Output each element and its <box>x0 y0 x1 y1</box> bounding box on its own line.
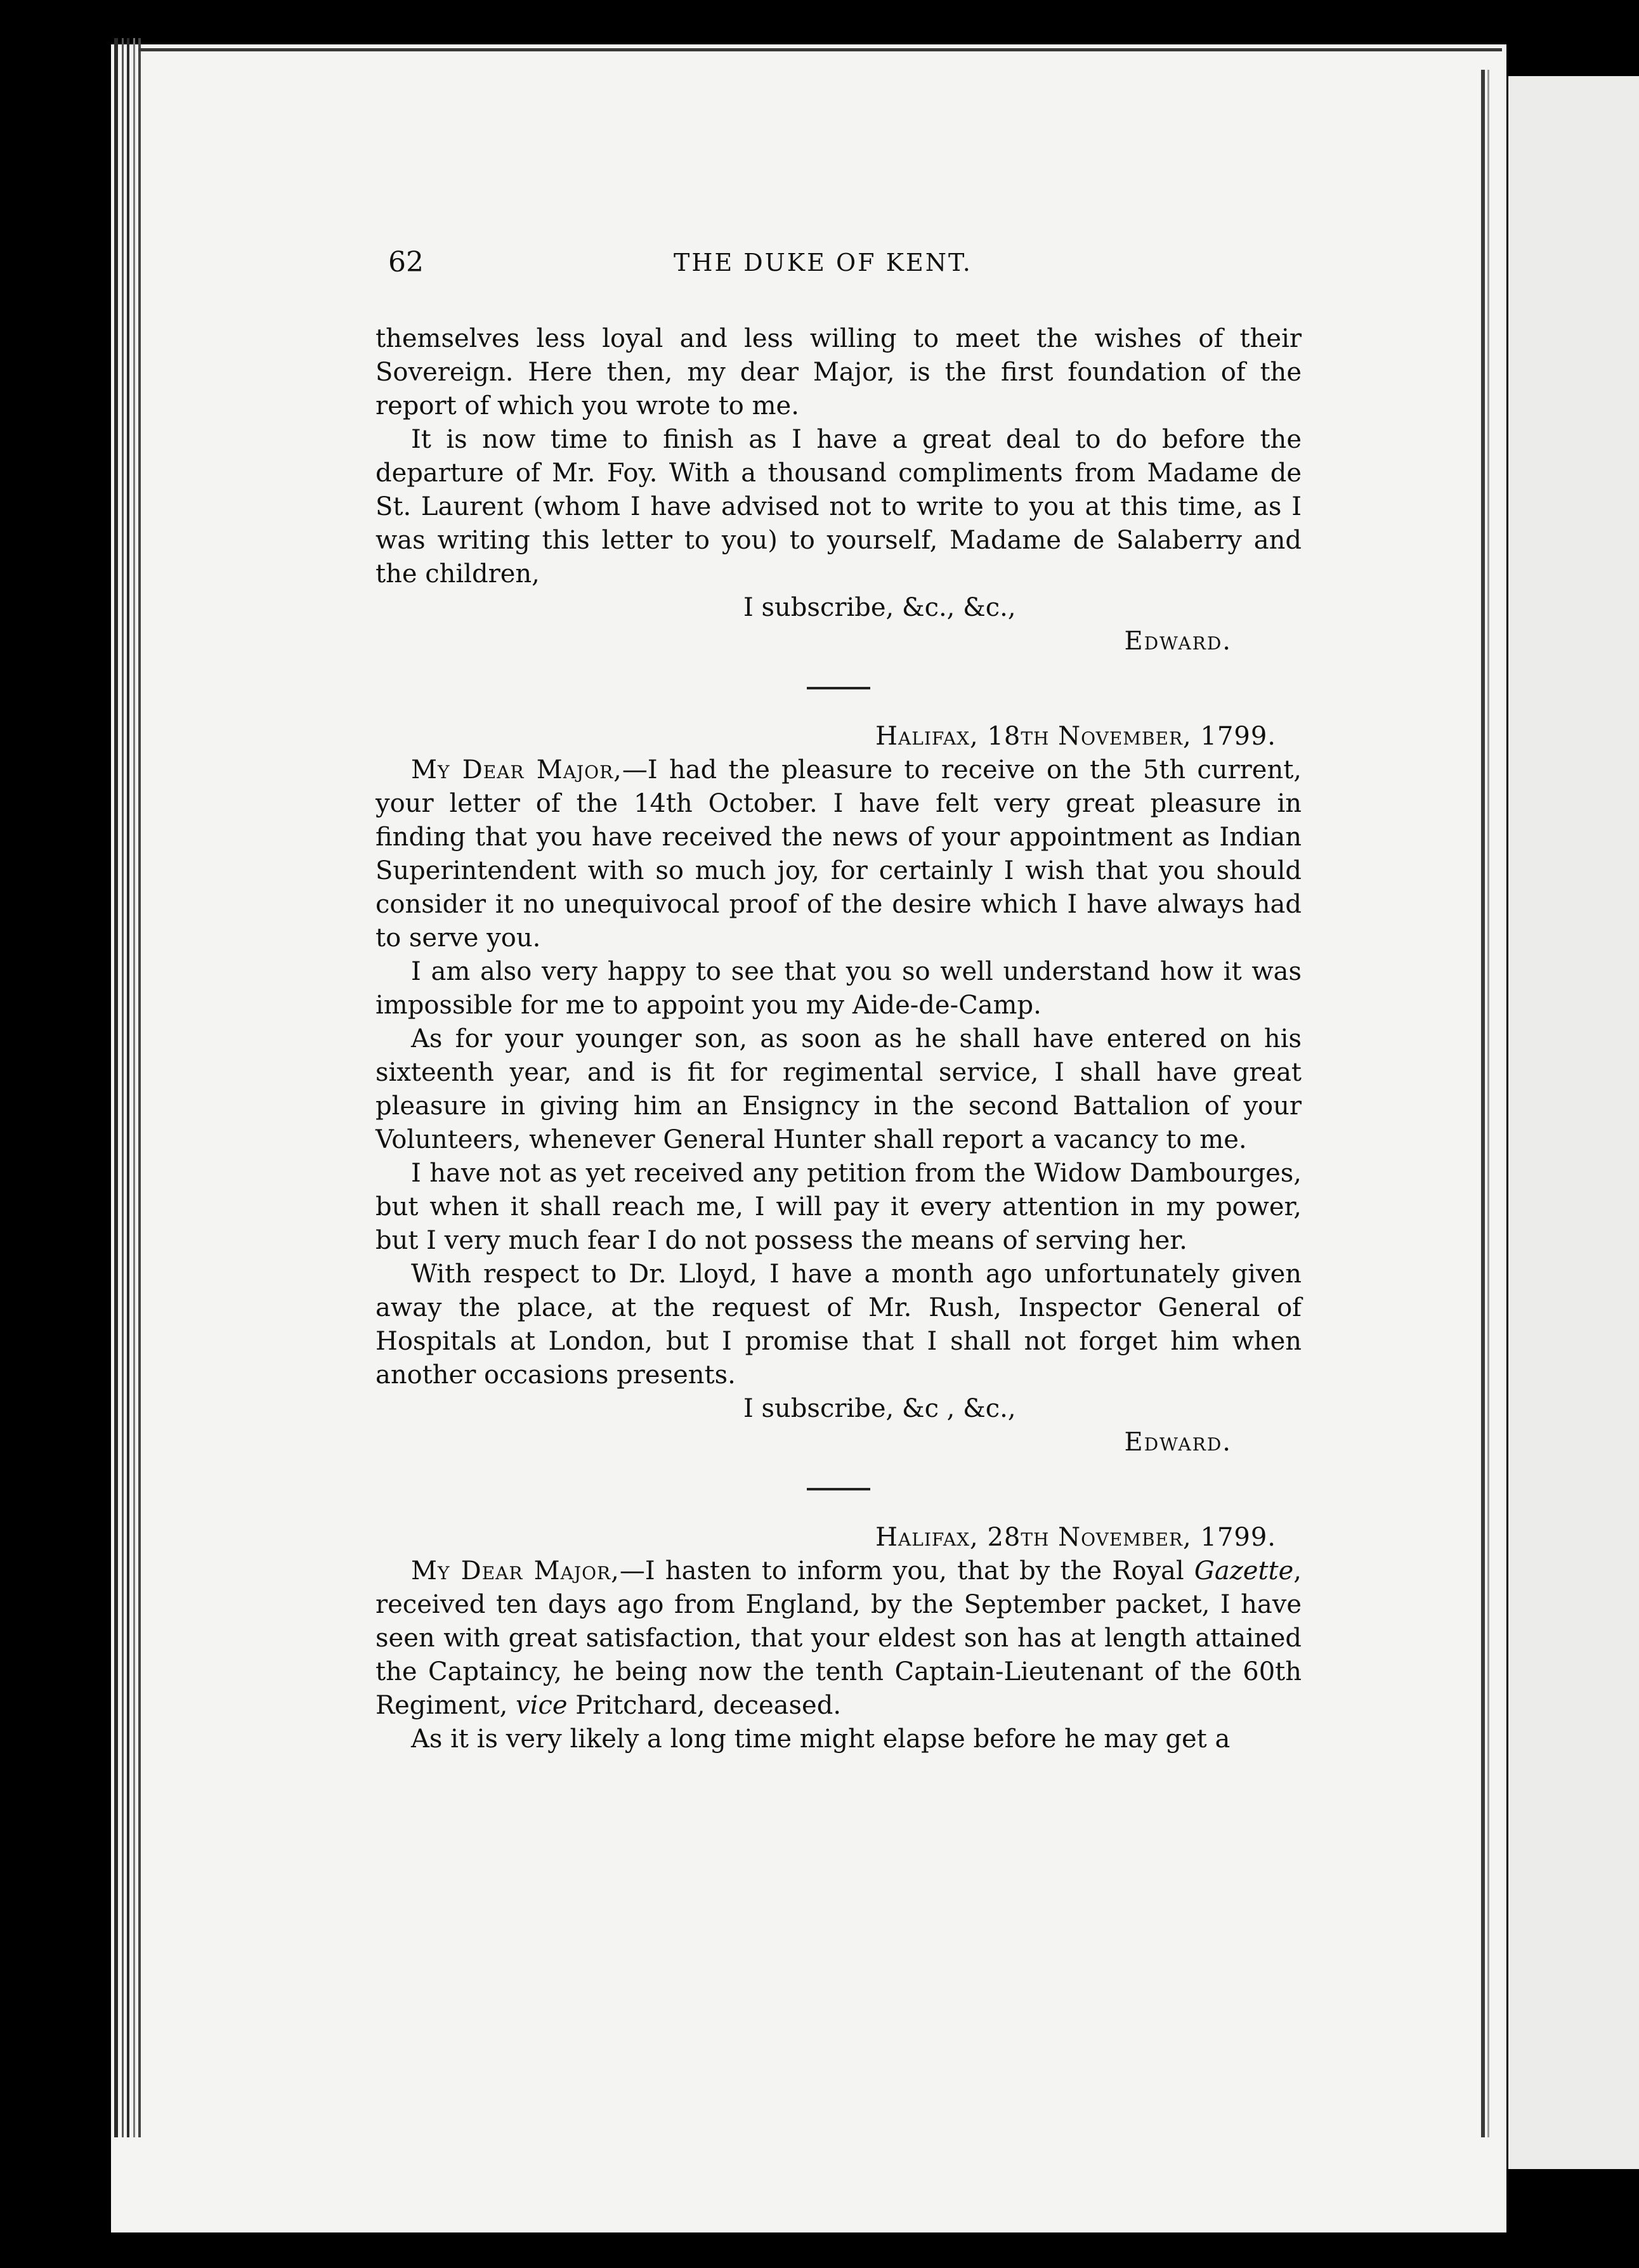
page-header <box>388 246 1302 284</box>
salutation: My Dear Major, <box>411 755 622 785</box>
letter-3 <box>375 1521 1302 1756</box>
paragraph: themselves less loyal and less willing to meet the wishes of their Sovereign. Here then, my dear Major, is the first foundation of the report of which you wrote to me. <box>375 324 1302 420</box>
binding-edge <box>114 38 118 2137</box>
signature: Edward. <box>1124 627 1232 656</box>
page-top-edge <box>138 48 1502 51</box>
page-number: 62 <box>388 246 424 278</box>
paragraph <box>375 753 1302 955</box>
closing: I subscribe, &c , &c., <box>743 1394 1016 1423</box>
letter-1 <box>375 322 1302 658</box>
binding-edge <box>138 38 141 2137</box>
paragraph-text: —I had the pleasure to receive on the 5th current, your letter of the 14th October. I have felt very great pleasure in finding that you have received the news of your appointment as Indian Superintendent with so much joy, for certainly I wish that you should consider it no unequivocal proof of the desire which I have always had to serve you. <box>375 755 1302 953</box>
letter-2 <box>375 720 1302 1459</box>
dateline: Halifax, 18th November, 1799. <box>875 722 1276 751</box>
page-right-edge <box>1487 70 1489 2137</box>
section-divider <box>807 687 870 689</box>
running-head: THE DUKE OF KENT. <box>674 249 972 277</box>
paragraph: I am also very happy to see that you so well understand how it was impossible for me to appoint you my Aide-de-Camp. <box>375 957 1302 1020</box>
page-right-edge <box>1481 70 1485 2137</box>
paragraph: As for your younger son, as soon as he shall have entered on his sixteenth year, and is fit for regimental service, I shall have great pleasure in giving him an Ensigncy in the second Battalion of your Volunteers, whenever General Hunter shall report a vacancy to me. <box>375 1024 1302 1154</box>
italic-text: vice <box>516 1691 568 1720</box>
signature: Edward. <box>1124 1428 1232 1457</box>
italic-text: Gazette <box>1194 1556 1294 1586</box>
dateline: Halifax, 28th November, 1799. <box>875 1523 1276 1552</box>
paragraph-text: —I hasten to inform you, that by the Royal <box>619 1556 1194 1586</box>
paragraph: With respect to Dr. Lloyd, I have a month ago unfortunately given away the place, at the request of Mr. Rush, Inspector General of Hospitals at London, but I promise that I shall not forget him when another occasions presents. <box>375 1260 1302 1390</box>
section-divider <box>807 1488 870 1490</box>
binding-edge <box>122 38 124 2137</box>
paragraph-text: Pritchard, deceased. <box>567 1691 842 1720</box>
paragraph: As it is very likely a long time might elapse before he may get a <box>411 1724 1231 1754</box>
binding-edge <box>127 38 129 2137</box>
page-body <box>375 322 1302 1756</box>
paragraph <box>375 1554 1302 1723</box>
paragraph-text: , received ten days ago from England, by the September packet, I have seen with great satisfaction, that your eldest son has at length attained the Captaincy, he being now the tenth Captain-Lieutenant of the 60th Regiment, <box>375 1556 1302 1720</box>
salutation: My Dear Major, <box>411 1556 620 1586</box>
paragraph: I have not as yet received any petition from the Widow Dambourges, but when it shall reach me, I will pay it every attention in my power, but I very much fear I do not possess the means of serving her. <box>375 1159 1302 1255</box>
next-page-edge <box>1508 76 1639 2169</box>
paragraph: It is now time to finish as I have a great deal to do before the departure of Mr. Foy. With a thousand compliments from Madame de St. Laurent (whom I have advised not to write to you at this time, as I was writing this letter to you) to yourself, Madame de Salaberry and the children, <box>375 425 1302 589</box>
closing: I subscribe, &c., &c., <box>743 593 1016 622</box>
binding-edge <box>133 38 135 2137</box>
